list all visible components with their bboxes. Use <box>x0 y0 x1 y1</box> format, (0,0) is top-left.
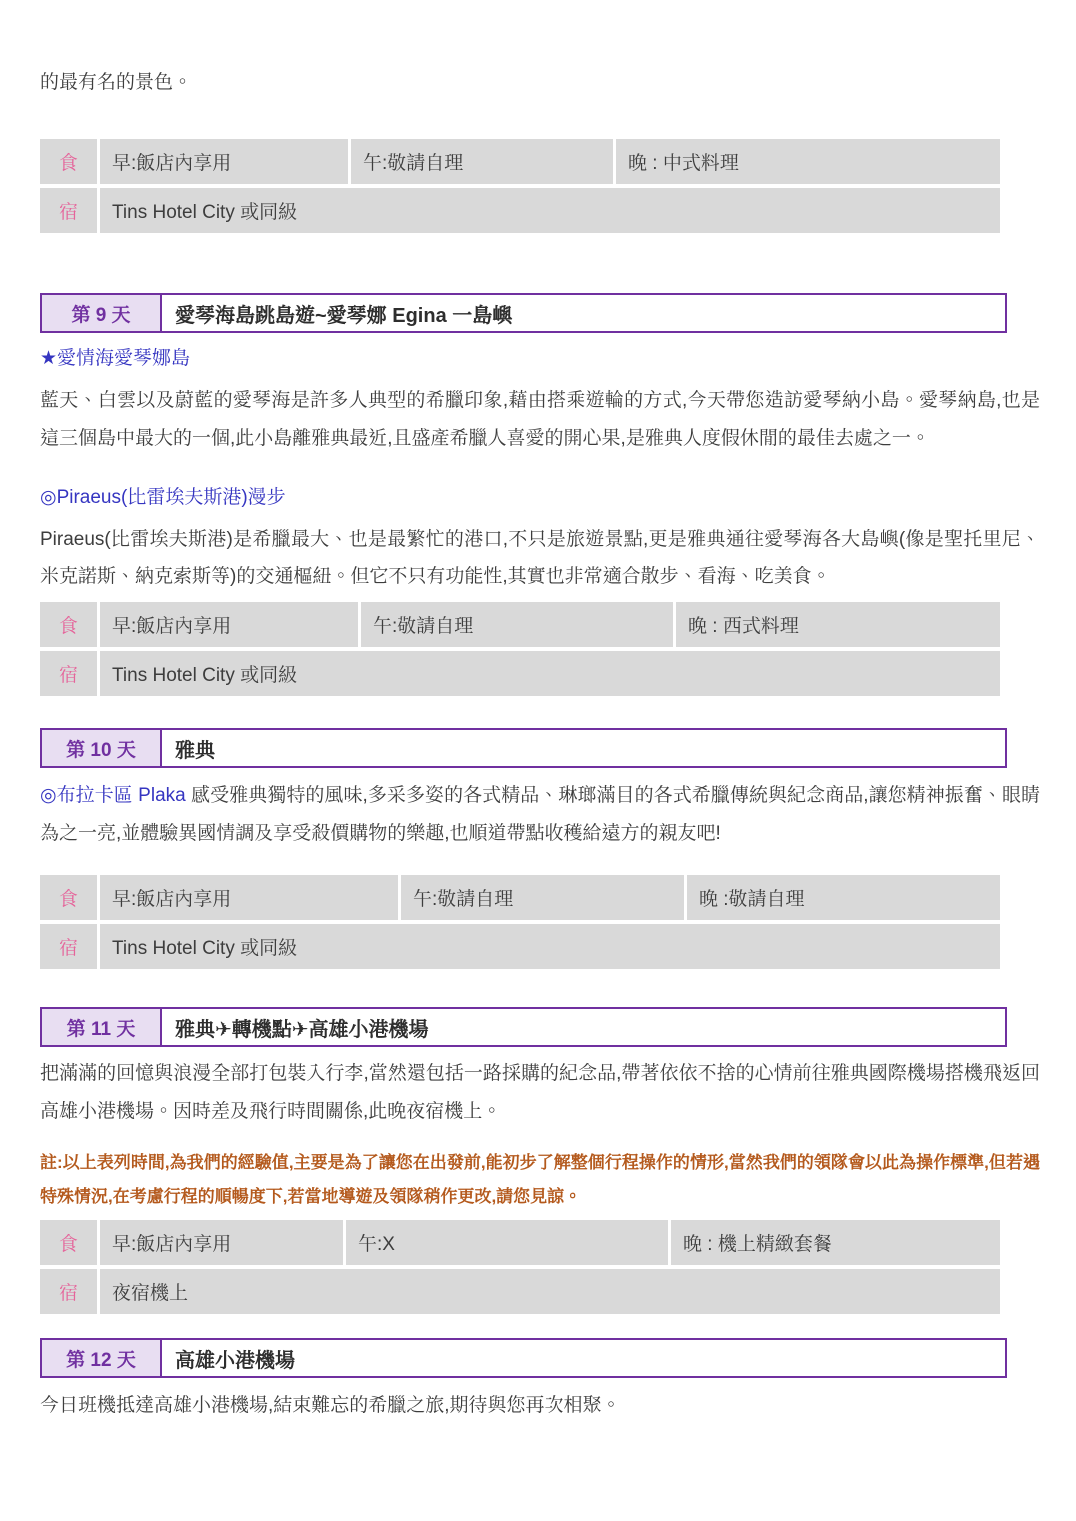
lodging-cell: 夜宿機上 <box>100 1269 1000 1314</box>
lodging-row <box>40 188 1000 233</box>
day9-header <box>40 293 1007 333</box>
dinner-cell: 晚 : 西式料理 <box>676 602 1000 647</box>
lodging-row-label: 宿 <box>40 924 97 969</box>
breakfast-cell: 早:飯店內享用 <box>100 602 358 647</box>
lodging-cell: Tins Hotel City 或同級 <box>100 924 1000 969</box>
lodging-row-label: 宿 <box>40 188 97 233</box>
meal-row-label: 食 <box>40 602 97 647</box>
day10-paragraph <box>40 777 1040 853</box>
meal-row <box>40 875 1000 920</box>
day9-sub-heading: ◎Piraeus(比雷埃夫斯港)漫步 <box>40 487 286 508</box>
day11-header <box>40 1007 1007 1047</box>
lodging-row <box>40 924 1000 969</box>
meal-row-label: 食 <box>40 875 97 920</box>
meal-row <box>40 1220 1000 1265</box>
day12-label: 第 12 天 <box>42 1340 162 1376</box>
breakfast-cell: 早:飯店內享用 <box>100 139 348 184</box>
lodging-row <box>40 1269 1000 1314</box>
day10-plaka-highlight: ◎布拉卡區 Plaka <box>40 785 186 806</box>
lodging-cell: Tins Hotel City 或同級 <box>100 651 1000 696</box>
dinner-cell: 晚 : 中式料理 <box>616 139 1000 184</box>
day10-paragraph-text: 感受雅典獨特的風味,多采多姿的各式精品、琳瑯滿目的各式希臘傳統與紀念商品,讓您精神振奮、眼睛為之一亮,並體驗異國情調及享受殺價購物的樂趣,也順道帶點收穫給遠方的親友吧! <box>40 785 1041 844</box>
day11-title: 雅典✈轉機點✈高雄小港機場 <box>175 1018 429 1041</box>
dinner-cell: 晚 : 機上精緻套餐 <box>671 1220 1000 1265</box>
lunch-cell: 午:X <box>346 1220 668 1265</box>
day12-header <box>40 1338 1007 1378</box>
day10-label: 第 10 天 <box>42 730 162 766</box>
dinner-cell: 晚 :敬請自理 <box>687 875 1000 920</box>
day12-paragraph: 今日班機抵達高雄小港機場,結束難忘的希臘之旅,期待與您再次相聚。 <box>40 1395 621 1416</box>
day11-paragraph: 把滿滿的回憶與浪漫全部打包裝入行李,當然還包括一路採購的紀念品,帶著依依不捨的心情前往雅典國際機場搭機飛返回高雄小港機場。因時差及飛行時間關係,此晚夜宿機上。 <box>40 1063 1040 1122</box>
intro-text: 的最有名的景色。 <box>40 72 193 93</box>
breakfast-cell: 早:飯店內享用 <box>100 1220 343 1265</box>
day9-title: 愛琴海島跳島遊~愛琴娜 Egina 一島嶼 <box>175 304 513 327</box>
day10-header <box>40 728 1007 768</box>
meal-hotel-table-day9 <box>40 602 1000 696</box>
lodging-cell: Tins Hotel City 或同級 <box>100 188 1000 233</box>
day9-paragraph: 藍天、白雲以及蔚藍的愛琴海是許多人典型的希臘印象,藉由搭乘遊輪的方式,今天帶您造訪愛琴納小島。愛琴納島,也是這三個島中最大的一個,此小島離雅典最近,且盛產希臘人喜愛的開心果,是雅典人度假休閒的最佳去處之一。 <box>40 390 1040 449</box>
lodging-row <box>40 651 1000 696</box>
day10-title: 雅典 <box>175 739 215 762</box>
lodging-row-label: 宿 <box>40 651 97 696</box>
lunch-cell: 午:敬請自理 <box>351 139 613 184</box>
meal-hotel-table-day11 <box>40 1220 1000 1314</box>
meal-row-label: 食 <box>40 1220 97 1265</box>
day12-title: 高雄小港機場 <box>175 1349 295 1372</box>
day9-label: 第 9 天 <box>42 295 162 331</box>
lodging-row-label: 宿 <box>40 1269 97 1314</box>
meal-row-label: 食 <box>40 139 97 184</box>
day11-label: 第 11 天 <box>42 1009 162 1045</box>
schedule-note: 註:以上表列時間,為我們的經驗值,主要是為了讓您在出發前,能初步了解整個行程操作的情形,當然我們的領隊會以此為操作標準,但若遇特殊情況,在考慮行程的順暢度下,若當地導遊及領隊稍作更改,請您見諒。 <box>40 1153 1040 1206</box>
lunch-cell: 午:敬請自理 <box>361 602 673 647</box>
meal-row <box>40 139 1000 184</box>
meal-row <box>40 602 1000 647</box>
meal-hotel-table-day10 <box>40 875 1000 969</box>
lunch-cell: 午:敬請自理 <box>401 875 684 920</box>
meal-hotel-table-day8 <box>40 139 1000 233</box>
breakfast-cell: 早:飯店內享用 <box>100 875 398 920</box>
day9-star-heading: ★愛情海愛琴娜島 <box>40 348 191 369</box>
day9-sub-paragraph: Piraeus(比雷埃夫斯港)是希臘最大、也是最繁忙的港口,不只是旅遊景點,更是雅典通往愛琴海各大島嶼(像是聖托里尼、米克諾斯、納克索斯等)的交通樞紐。但它不只有功能性,其實也非常適合散步、看海、吃美食。 <box>40 529 1040 587</box>
